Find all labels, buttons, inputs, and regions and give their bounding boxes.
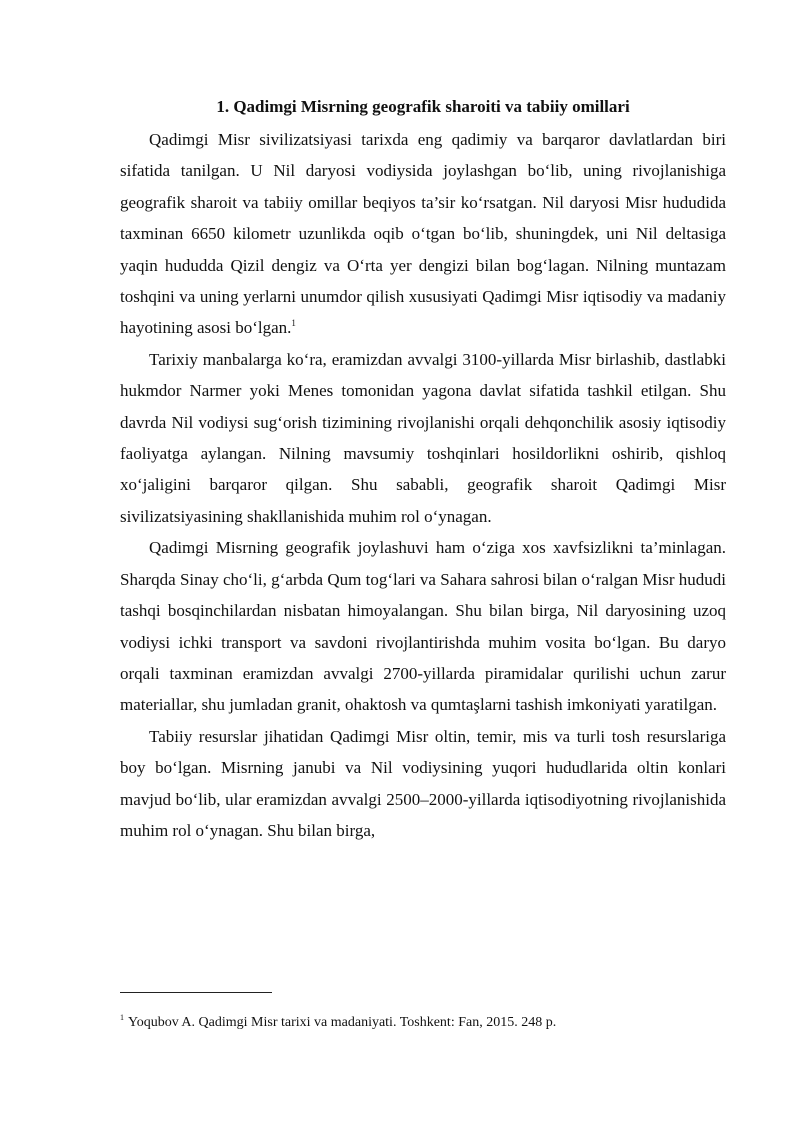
footnote-marker: 1 — [120, 1013, 124, 1022]
paragraph-1 — [120, 124, 726, 344]
paragraph-1-text: Qadimgi Misr sivilizatsiyasi tarixda eng qadimiy va barqaror davlatlardan biri sifatida tanilgan. U Nil daryosi vodiysida joylashgan bo‘lib, uning rivojlanishiga geografik sharoit va tabiiy omillar beqiyos ta’sir ko‘rsatgan. Nil daryosi Misr hududida taxminan 6650 kilometr uzunlikda oqib o‘tgan bo‘lib, shuningdek, uni Nil deltasiga yaqin hududda Qizil dengiz va O‘rta yer dengizi bilan bog‘lagan. Nilning muntazam toshqini va uning yerlarni unumdor qilish xususiyati Qadimgi Misr iqtisodiy va madaniy hayotining asosi bo‘lgan. — [120, 130, 726, 338]
paragraph-3: Qadimgi Misrning geografik joylashuvi ham o‘ziga xos xavfsizlikni ta’minlagan. Sharqda Sinay cho‘li, g‘arbda Qum tog‘lari va Sahara sahrosi bilan o‘ralgan Misr hududi tashqi bosqinchilardan nisbatan himoyalangan. Shu bilan birga, Nil daryosining uzoq vodiysi ichki transport va savdoni rivojlantirishda muhim vosita bo‘lgan. Bu daryo orqali taxminan eramizdan avvalgi 2700-yillarda piramidalar qurilishi uchun zarur materiallar, shu jumladan granit, ohaktosh va qumtaşlarni tashish imkoniyati yaratilgan. — [120, 538, 726, 715]
section-heading: 1. Qadimgi Misrning geografik sharoiti va tabiiy omillari — [216, 97, 630, 116]
footnote-reference[interactable]: 1 — [291, 318, 296, 329]
page-body — [120, 94, 726, 846]
paragraph-2: Tarixiy manbalarga ko‘ra, eramizdan avvalgi 3100-yillarda Misr birlashib, dastlabki hukmdor Narmer yoki Menes tomonidan yagona davlat sifatida tashkil etilgan. Shu davrda Nil vodiysi sug‘orish tizimining rivojlanishi orqali dehqonchilik asosiy iqtisodiy faoliyatga aylangan. Nilning mavsumiy toshqinlari hosildorlikni oshirib, qishloq xo‘jaligini barqaror qilgan. Shu sababli, geografik sharoit Qadimgi Misr sivilizatsiyasining shakllanishida muhim rol o‘ynagan. — [120, 349, 726, 526]
footnote-separator — [120, 992, 272, 993]
paragraph-4: Tabiiy resurslar jihatidan Qadimgi Misr oltin, temir, mis va turli tosh resurslariga boy bo‘lgan. Misrning janubi va Nil vodiysining yuqori hududlarida oltin konlari mavjud bo‘lib, ular eramizdan avvalgi 2500–2000-yillarda iqtisodiyotning rivojlanishida muhim rol o‘ynagan. Shu bilan birga, — [120, 726, 726, 840]
footnote-text: Yoqubov A. Qadimgi Misr tarixi va madaniyati. Toshkent: Fan, 2015. 248 p. — [128, 1015, 557, 1030]
footnote — [120, 1013, 726, 1033]
